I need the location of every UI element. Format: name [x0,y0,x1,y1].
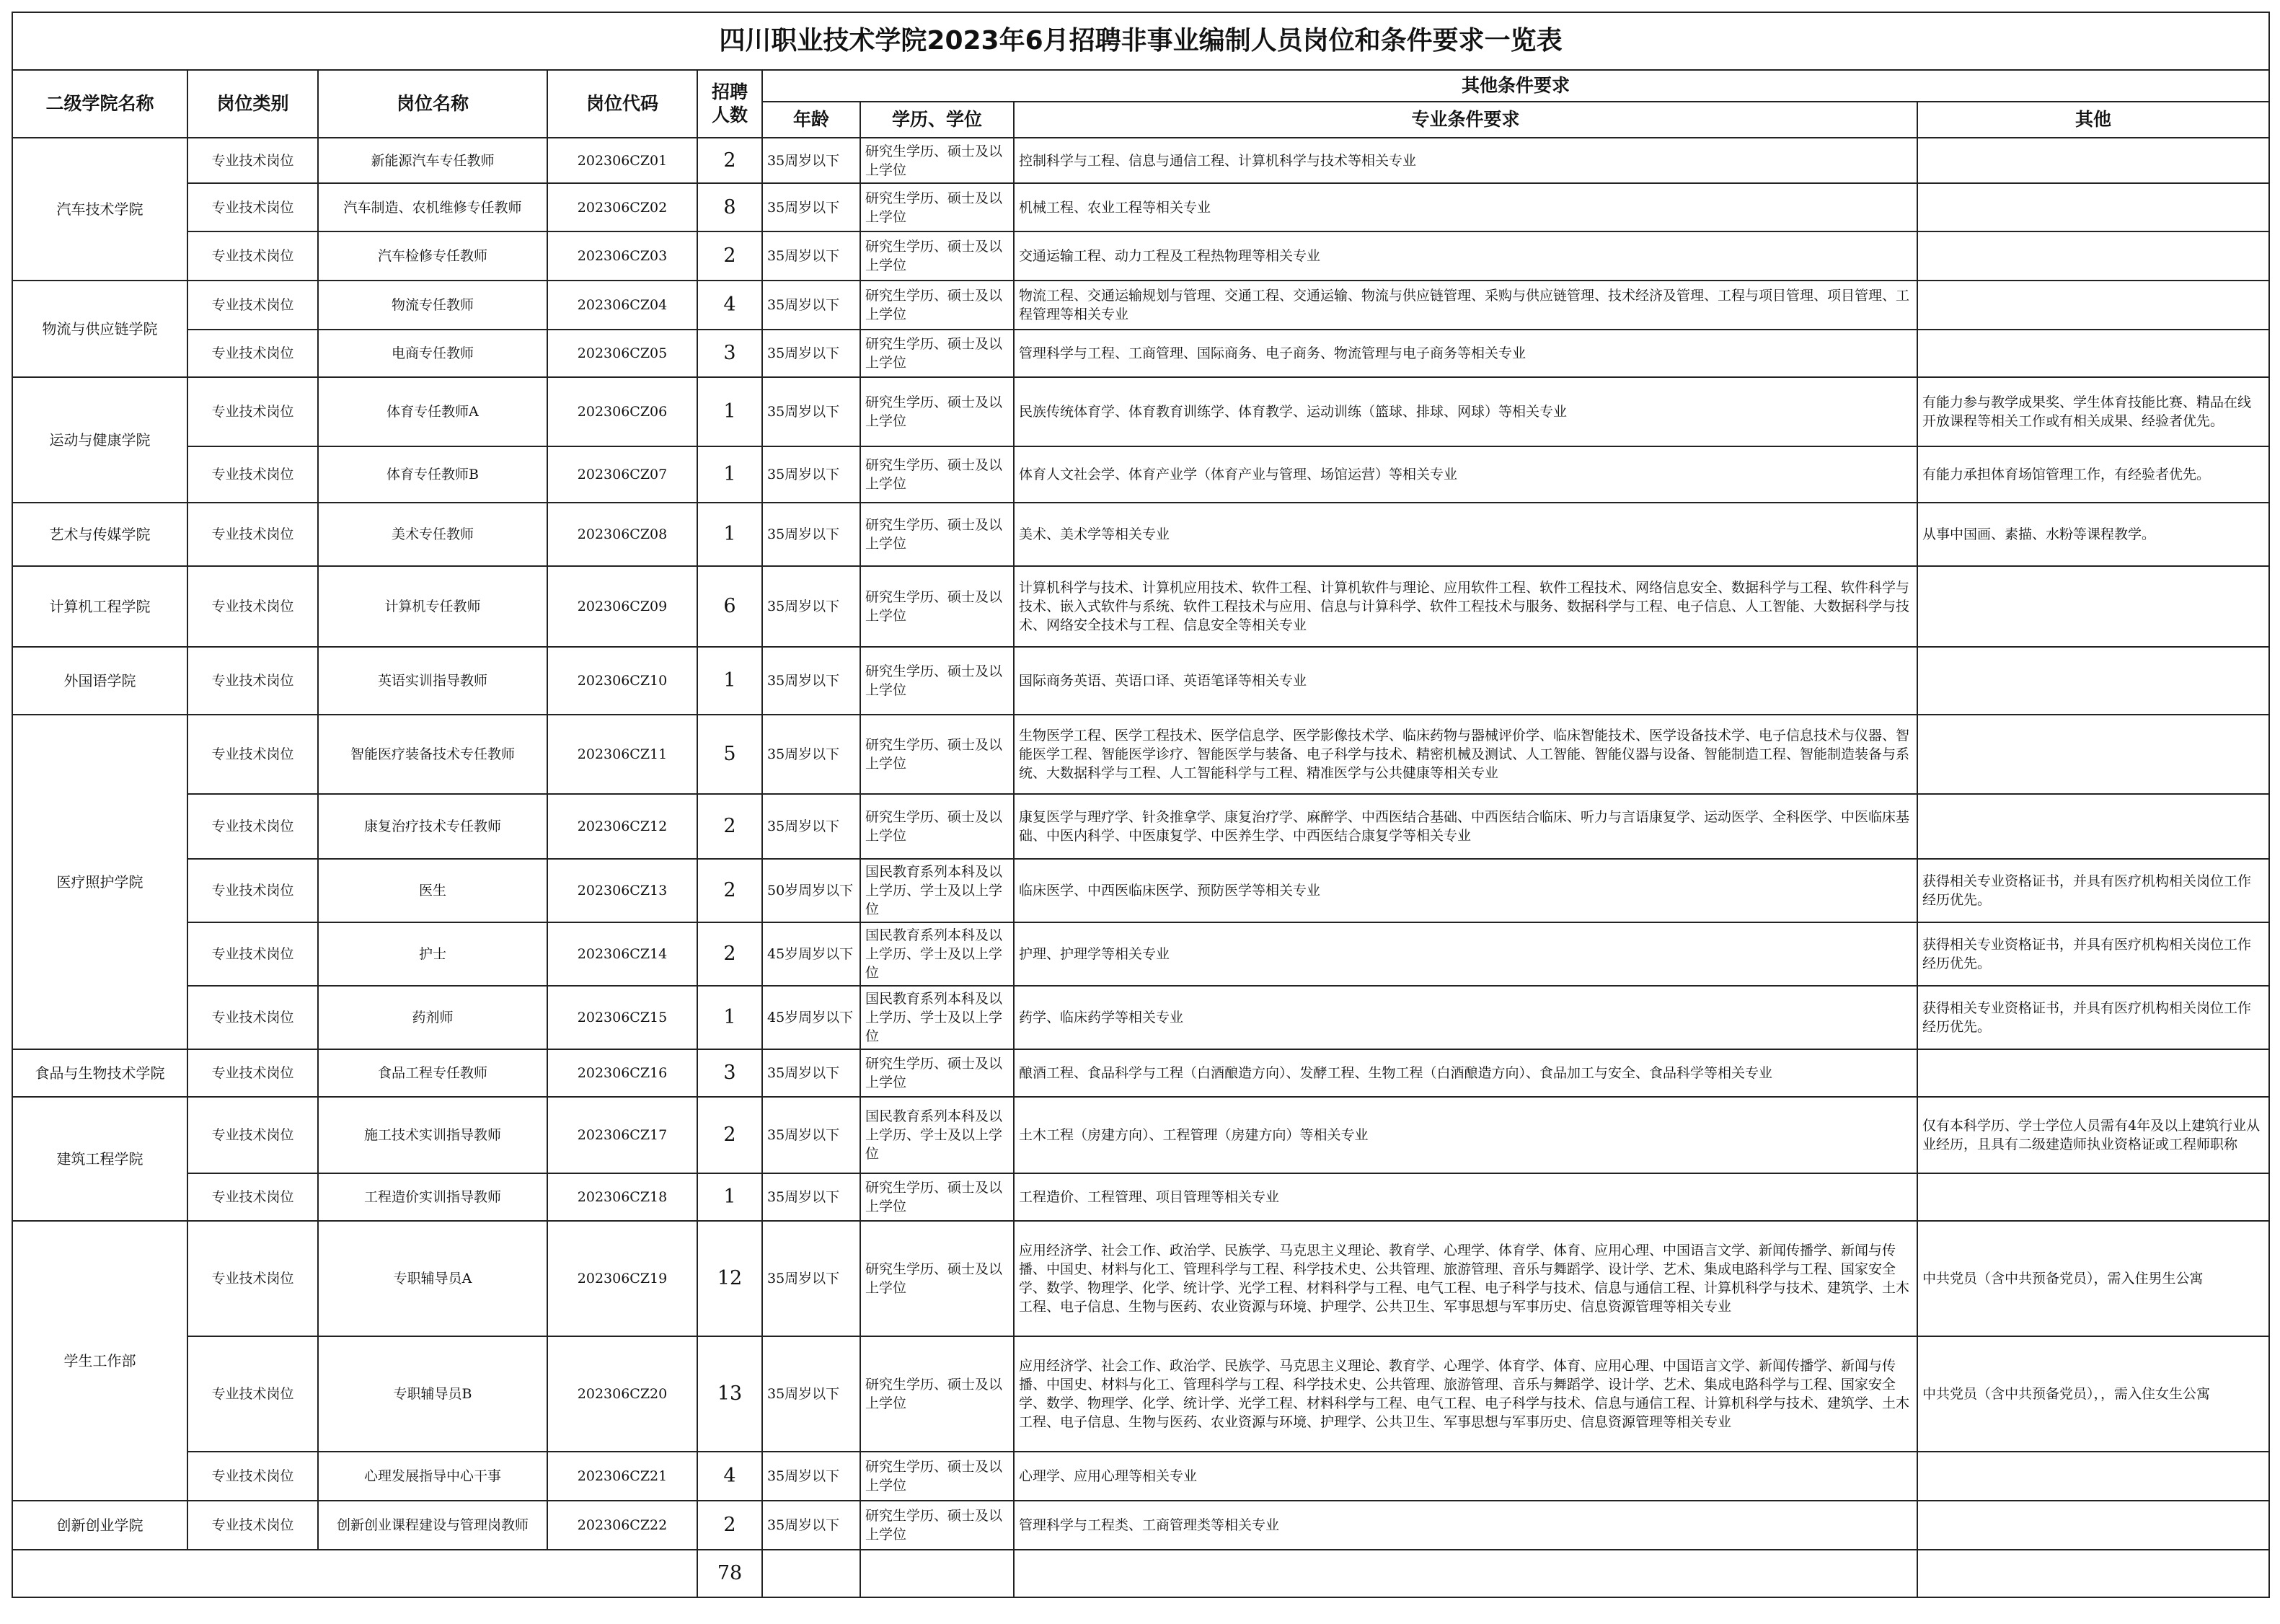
cell-category: 专业技术岗位 [187,1049,318,1097]
cell-position: 汽车制造、农机维修专任教师 [318,183,547,231]
cell-count: 1 [697,503,762,566]
cell-code: 202306CZ17 [547,1097,697,1173]
cell-edu: 研究生学历、硕士及以上学位 [860,794,1014,859]
cell-position: 心理发展指导中心干事 [318,1452,547,1501]
college-name: 汽车技术学院 [12,138,187,281]
cell-category: 专业技术岗位 [187,1501,318,1550]
cell-position: 物流专任教师 [318,281,547,330]
cell-category: 专业技术岗位 [187,647,318,715]
cell-category: 专业技术岗位 [187,1097,318,1173]
page-title: 四川职业技术学院2023年6月招聘非事业编制人员岗位和条件要求一览表 [12,12,2269,70]
cell-major: 美术、美术学等相关专业 [1014,503,1917,566]
cell-category: 专业技术岗位 [187,183,318,231]
college-name: 医疗照护学院 [12,715,187,1049]
cell-code: 202306CZ02 [547,183,697,231]
cell-code: 202306CZ07 [547,446,697,503]
cell-position: 医生 [318,859,547,922]
cell-major: 生物医学工程、医学工程技术、医学信息学、医学影像技术学、临床药物与器械评价学、临床智能技术、医学设备技术学、电子信息技术与仪器、智能医学工程、智能医学诊疗、智能医学与装备、电子科学与技术、精密机械及测试、人工智能、智能仪器与设备、智能制造工程、智能制造装备与系统、大数据科学与工程、人工智能科学与工程、精准医学与公共健康等相关专业 [1014,715,1917,794]
cell-category: 专业技术岗位 [187,922,318,986]
cell-count: 4 [697,1452,762,1501]
cell-other: 中共党员（含中共预备党员），，需入住女生公寓 [1917,1336,2269,1452]
cell-code: 202306CZ06 [547,377,697,446]
cell-other [1917,1049,2269,1097]
table-row [12,1097,2269,1173]
cell-code: 202306CZ19 [547,1221,697,1336]
table-row [12,231,2269,281]
cell-position: 工程造价实训指导教师 [318,1173,547,1221]
cell-count: 12 [697,1221,762,1336]
cell-other [1917,1501,2269,1550]
cell-age: 35周岁以下 [762,794,860,859]
cell-edu: 研究生学历、硕士及以上学位 [860,1221,1014,1336]
cell-code: 202306CZ05 [547,330,697,377]
table-row [12,715,2269,794]
cell-category: 专业技术岗位 [187,281,318,330]
cell-position: 施工技术实训指导教师 [318,1097,547,1173]
cell-position: 美术专任教师 [318,503,547,566]
cell-position: 智能医疗装备技术专任教师 [318,715,547,794]
cell-category: 专业技术岗位 [187,1221,318,1336]
cell-edu: 研究生学历、硕士及以上学位 [860,231,1014,281]
cell-age: 50岁周岁以下 [762,859,860,922]
cell-other: 有能力参与教学成果奖、学生体育技能比赛、精品在线开放课程等相关工作或有相关成果、经验者优先。 [1917,377,2269,446]
cell-major: 护理、护理学等相关专业 [1014,922,1917,986]
cell-edu: 研究生学历、硕士及以上学位 [860,281,1014,330]
cell-count: 3 [697,1049,762,1097]
total-row [12,1550,2269,1597]
cell-count: 1 [697,377,762,446]
cell-position: 药剂师 [318,986,547,1049]
cell-age: 35周岁以下 [762,647,860,715]
cell-position: 护士 [318,922,547,986]
cell-other [1917,330,2269,377]
table-row [12,281,2269,330]
cell-edu: 研究生学历、硕士及以上学位 [860,715,1014,794]
cell-age: 35周岁以下 [762,566,860,647]
cell-count: 2 [697,859,762,922]
cell-category: 专业技术岗位 [187,715,318,794]
header-code: 岗位代码 [547,70,697,138]
cell-major: 控制科学与工程、信息与通信工程、计算机科学与技术等相关专业 [1014,138,1917,183]
table-row [12,138,2269,183]
cell-age: 35周岁以下 [762,1452,860,1501]
table-row [12,1049,2269,1097]
cell-edu: 研究生学历、硕士及以上学位 [860,1501,1014,1550]
cell-major: 临床医学、中西医临床医学、预防医学等相关专业 [1014,859,1917,922]
college-name: 外国语学院 [12,647,187,715]
cell-count: 1 [697,446,762,503]
cell-age: 35周岁以下 [762,715,860,794]
cell-count: 8 [697,183,762,231]
header-college: 二级学院名称 [12,70,187,138]
cell-position: 英语实训指导教师 [318,647,547,715]
college-name: 艺术与传媒学院 [12,503,187,566]
cell-other: 获得相关专业资格证书，并具有医疗机构相关岗位工作经历优先。 [1917,986,2269,1049]
cell-count: 1 [697,1173,762,1221]
cell-age: 45岁周岁以下 [762,922,860,986]
cell-edu: 研究生学历、硕士及以上学位 [860,330,1014,377]
cell-code: 202306CZ21 [547,1452,697,1501]
table-row [12,647,2269,715]
cell-code: 202306CZ22 [547,1501,697,1550]
cell-count: 1 [697,986,762,1049]
cell-code: 202306CZ09 [547,566,697,647]
cell-age: 35周岁以下 [762,1097,860,1173]
cell-major: 民族传统体育学、体育教育训练学、体育教学、运动训练（篮球、排球、网球）等相关专业 [1014,377,1917,446]
cell-other [1917,183,2269,231]
table-row [12,330,2269,377]
cell-category: 专业技术岗位 [187,1173,318,1221]
recruitment-sheet [12,12,2268,1598]
cell-count: 2 [697,794,762,859]
cell-age: 35周岁以下 [762,1221,860,1336]
table-row [12,1173,2269,1221]
cell-major: 工程造价、工程管理、项目管理等相关专业 [1014,1173,1917,1221]
table-row [12,794,2269,859]
cell-position: 专职辅导员A [318,1221,547,1336]
header-major: 专业条件要求 [1014,102,1917,138]
cell-major: 管理科学与工程类、工商管理类等相关专业 [1014,1501,1917,1550]
college-name: 食品与生物技术学院 [12,1049,187,1097]
table-body [12,138,2269,1550]
cell-count: 13 [697,1336,762,1452]
cell-position: 康复治疗技术专任教师 [318,794,547,859]
cell-count: 6 [697,566,762,647]
cell-edu: 研究生学历、硕士及以上学位 [860,446,1014,503]
cell-age: 35周岁以下 [762,231,860,281]
cell-code: 202306CZ14 [547,922,697,986]
cell-category: 专业技术岗位 [187,859,318,922]
table-row [12,446,2269,503]
cell-position: 食品工程专任教师 [318,1049,547,1097]
cell-major: 药学、临床药学等相关专业 [1014,986,1917,1049]
cell-edu: 研究生学历、硕士及以上学位 [860,1173,1014,1221]
cell-other: 中共党员（含中共预备党员），需入住男生公寓 [1917,1221,2269,1336]
cell-code: 202306CZ15 [547,986,697,1049]
table-row [12,1221,2269,1336]
cell-count: 1 [697,647,762,715]
cell-other [1917,566,2269,647]
total-count: 78 [697,1550,762,1597]
cell-major: 管理科学与工程、工商管理、国际商务、电子商务、物流管理与电子商务等相关专业 [1014,330,1917,377]
cell-edu: 研究生学历、硕士及以上学位 [860,377,1014,446]
table-row [12,566,2269,647]
cell-code: 202306CZ08 [547,503,697,566]
table-row [12,986,2269,1049]
cell-edu: 研究生学历、硕士及以上学位 [860,647,1014,715]
header-edu: 学历、学位 [860,102,1014,138]
cell-count: 2 [697,231,762,281]
cell-code: 202306CZ01 [547,138,697,183]
cell-code: 202306CZ18 [547,1173,697,1221]
cell-category: 专业技术岗位 [187,794,318,859]
cell-age: 35周岁以下 [762,446,860,503]
cell-age: 35周岁以下 [762,503,860,566]
cell-code: 202306CZ11 [547,715,697,794]
cell-position: 创新创业课程建设与管理岗教师 [318,1501,547,1550]
table-row [12,1336,2269,1452]
cell-other: 获得相关专业资格证书，并具有医疗机构相关岗位工作经历优先。 [1917,922,2269,986]
cell-other [1917,1173,2269,1221]
cell-category: 专业技术岗位 [187,1452,318,1501]
cell-major: 康复医学与理疗学、针灸推拿学、康复治疗学、麻醉学、中西医结合基础、中西医结合临床、听力与言语康复学、运动医学、全科医学、中医临床基础、中医内科学、中医康复学、中医养生学、中西医结合康复学等相关专业 [1014,794,1917,859]
header-category: 岗位类别 [187,70,318,138]
table-row [12,503,2269,566]
cell-other: 仅有本科学历、学士学位人员需有4年及以上建筑行业从业经历，且具有二级建造师执业资格证或工程师职称 [1917,1097,2269,1173]
cell-edu: 国民教育系列本科及以上学历、学士及以上学位 [860,922,1014,986]
cell-age: 35周岁以下 [762,183,860,231]
cell-count: 3 [697,330,762,377]
cell-code: 202306CZ10 [547,647,697,715]
cell-age: 35周岁以下 [762,377,860,446]
cell-code: 202306CZ12 [547,794,697,859]
cell-category: 专业技术岗位 [187,986,318,1049]
cell-category: 专业技术岗位 [187,231,318,281]
cell-age: 35周岁以下 [762,1501,860,1550]
header-count: 招聘人数 [697,70,762,138]
cell-major: 土木工程（房建方向）、工程管理（房建方向）等相关专业 [1014,1097,1917,1173]
cell-position: 体育专任教师A [318,377,547,446]
cell-code: 202306CZ13 [547,859,697,922]
cell-major: 应用经济学、社会工作、政治学、民族学、马克思主义理论、教育学、心理学、体育学、体育、应用心理、中国语言文学、新闻传播学、新闻与传播、中国史、材料与化工、管理科学与工程、科学技术史、公共管理、旅游管理、音乐与舞蹈学、设计学、艺术、集成电路科学与工程、国家安全学、数学、物理学、化学、统计学、光学工程、材料科学与工程、电气工程、电子科学与技术、信息与通信工程、计算机科学与技术、建筑学、土木工程、电子信息、生物与医药、农业资源与环境、护理学、公共卫生、军事思想与军事历史、信息资源管理等相关专业 [1014,1336,1917,1452]
cell-other [1917,138,2269,183]
cell-other [1917,794,2269,859]
cell-code: 202306CZ16 [547,1049,697,1097]
cell-age: 45岁周岁以下 [762,986,860,1049]
cell-position: 汽车检修专任教师 [318,231,547,281]
header-other: 其他 [1917,102,2269,138]
cell-other [1917,231,2269,281]
cell-count: 2 [697,138,762,183]
cell-age: 35周岁以下 [762,1336,860,1452]
cell-edu: 研究生学历、硕士及以上学位 [860,566,1014,647]
cell-position: 专职辅导员B [318,1336,547,1452]
cell-position: 新能源汽车专任教师 [318,138,547,183]
cell-other: 有能力承担体育场馆管理工作，有经验者优先。 [1917,446,2269,503]
cell-count: 5 [697,715,762,794]
cell-other: 获得相关专业资格证书，并具有医疗机构相关岗位工作经历优先。 [1917,859,2269,922]
cell-count: 2 [697,1501,762,1550]
college-name: 创新创业学院 [12,1501,187,1550]
cell-age: 35周岁以下 [762,1049,860,1097]
cell-edu: 国民教育系列本科及以上学历、学士及以上学位 [860,1097,1014,1173]
college-name: 物流与供应链学院 [12,281,187,377]
cell-position: 电商专任教师 [318,330,547,377]
cell-age: 35周岁以下 [762,138,860,183]
cell-major: 物流工程、交通运输规划与管理、交通工程、交通运输、物流与供应链管理、采购与供应链管理、技术经济及管理、工程与项目管理、项目管理、工程管理等相关专业 [1014,281,1917,330]
cell-other [1917,647,2269,715]
cell-category: 专业技术岗位 [187,566,318,647]
cell-code: 202306CZ04 [547,281,697,330]
cell-other [1917,1452,2269,1501]
table-row [12,1452,2269,1501]
table-row [12,922,2269,986]
cell-major: 机械工程、农业工程等相关专业 [1014,183,1917,231]
cell-edu: 研究生学历、硕士及以上学位 [860,138,1014,183]
cell-category: 专业技术岗位 [187,138,318,183]
header-other-group: 其他条件要求 [762,70,2269,102]
college-name: 学生工作部 [12,1221,187,1501]
college-name: 运动与健康学院 [12,377,187,503]
cell-other [1917,281,2269,330]
cell-edu: 国民教育系列本科及以上学历、学士及以上学位 [860,986,1014,1049]
cell-count: 2 [697,1097,762,1173]
cell-count: 4 [697,281,762,330]
total-label-cell [12,1550,697,1597]
cell-major: 国际商务英语、英语口译、英语笔译等相关专业 [1014,647,1917,715]
cell-edu: 国民教育系列本科及以上学历、学士及以上学位 [860,859,1014,922]
cell-other [1917,715,2269,794]
cell-age: 35周岁以下 [762,1173,860,1221]
cell-major: 计算机科学与技术、计算机应用技术、软件工程、计算机软件与理论、应用软件工程、软件工程技术、网络信息安全、数据科学与工程、软件科学与技术、嵌入式软件与系统、软件工程技术与应用、信息与计算科学、软件工程技术与服务、数据科学与工程、电子信息、人工智能、大数据科学与技术、网络安全技术与工程、信息安全等相关专业 [1014,566,1917,647]
cell-category: 专业技术岗位 [187,503,318,566]
recruitment-table [12,12,2270,1598]
cell-category: 专业技术岗位 [187,446,318,503]
cell-major: 心理学、应用心理等相关专业 [1014,1452,1917,1501]
cell-category: 专业技术岗位 [187,377,318,446]
cell-major: 体育人文社会学、体育产业学（体育产业与管理、场馆运营）等相关专业 [1014,446,1917,503]
college-name: 建筑工程学院 [12,1097,187,1221]
cell-category: 专业技术岗位 [187,330,318,377]
college-name: 计算机工程学院 [12,566,187,647]
cell-edu: 研究生学历、硕士及以上学位 [860,1336,1014,1452]
table-row [12,1501,2269,1550]
cell-code: 202306CZ20 [547,1336,697,1452]
cell-edu: 研究生学历、硕士及以上学位 [860,1452,1014,1501]
table-row [12,859,2269,922]
cell-edu: 研究生学历、硕士及以上学位 [860,503,1014,566]
header-position: 岗位名称 [318,70,547,138]
cell-age: 35周岁以下 [762,330,860,377]
cell-age: 35周岁以下 [762,281,860,330]
cell-major: 交通运输工程、动力工程及工程热物理等相关专业 [1014,231,1917,281]
cell-major: 应用经济学、社会工作、政治学、民族学、马克思主义理论、教育学、心理学、体育学、体育、应用心理、中国语言文学、新闻传播学、新闻与传播、中国史、材料与化工、管理科学与工程、科学技术史、公共管理、旅游管理、音乐与舞蹈学、设计学、艺术、集成电路科学与工程、国家安全学、数学、物理学、化学、统计学、光学工程、材料科学与工程、电气工程、电子科学与技术、信息与通信工程、计算机科学与技术、建筑学、土木工程、电子信息、生物与医药、农业资源与环境、护理学、公共卫生、军事思想与军事历史、信息资源管理等相关专业 [1014,1221,1917,1336]
cell-position: 计算机专任教师 [318,566,547,647]
table-row [12,183,2269,231]
cell-edu: 研究生学历、硕士及以上学位 [860,1049,1014,1097]
header-age: 年龄 [762,102,860,138]
cell-category: 专业技术岗位 [187,1336,318,1452]
table-row [12,377,2269,446]
cell-count: 2 [697,922,762,986]
cell-other: 从事中国画、素描、水粉等课程教学。 [1917,503,2269,566]
cell-edu: 研究生学历、硕士及以上学位 [860,183,1014,231]
cell-major: 酿酒工程、食品科学与工程（白酒酿造方向）、发酵工程、生物工程（白酒酿造方向）、食品加工与安全、食品科学等相关专业 [1014,1049,1917,1097]
cell-position: 体育专任教师B [318,446,547,503]
cell-code: 202306CZ03 [547,231,697,281]
